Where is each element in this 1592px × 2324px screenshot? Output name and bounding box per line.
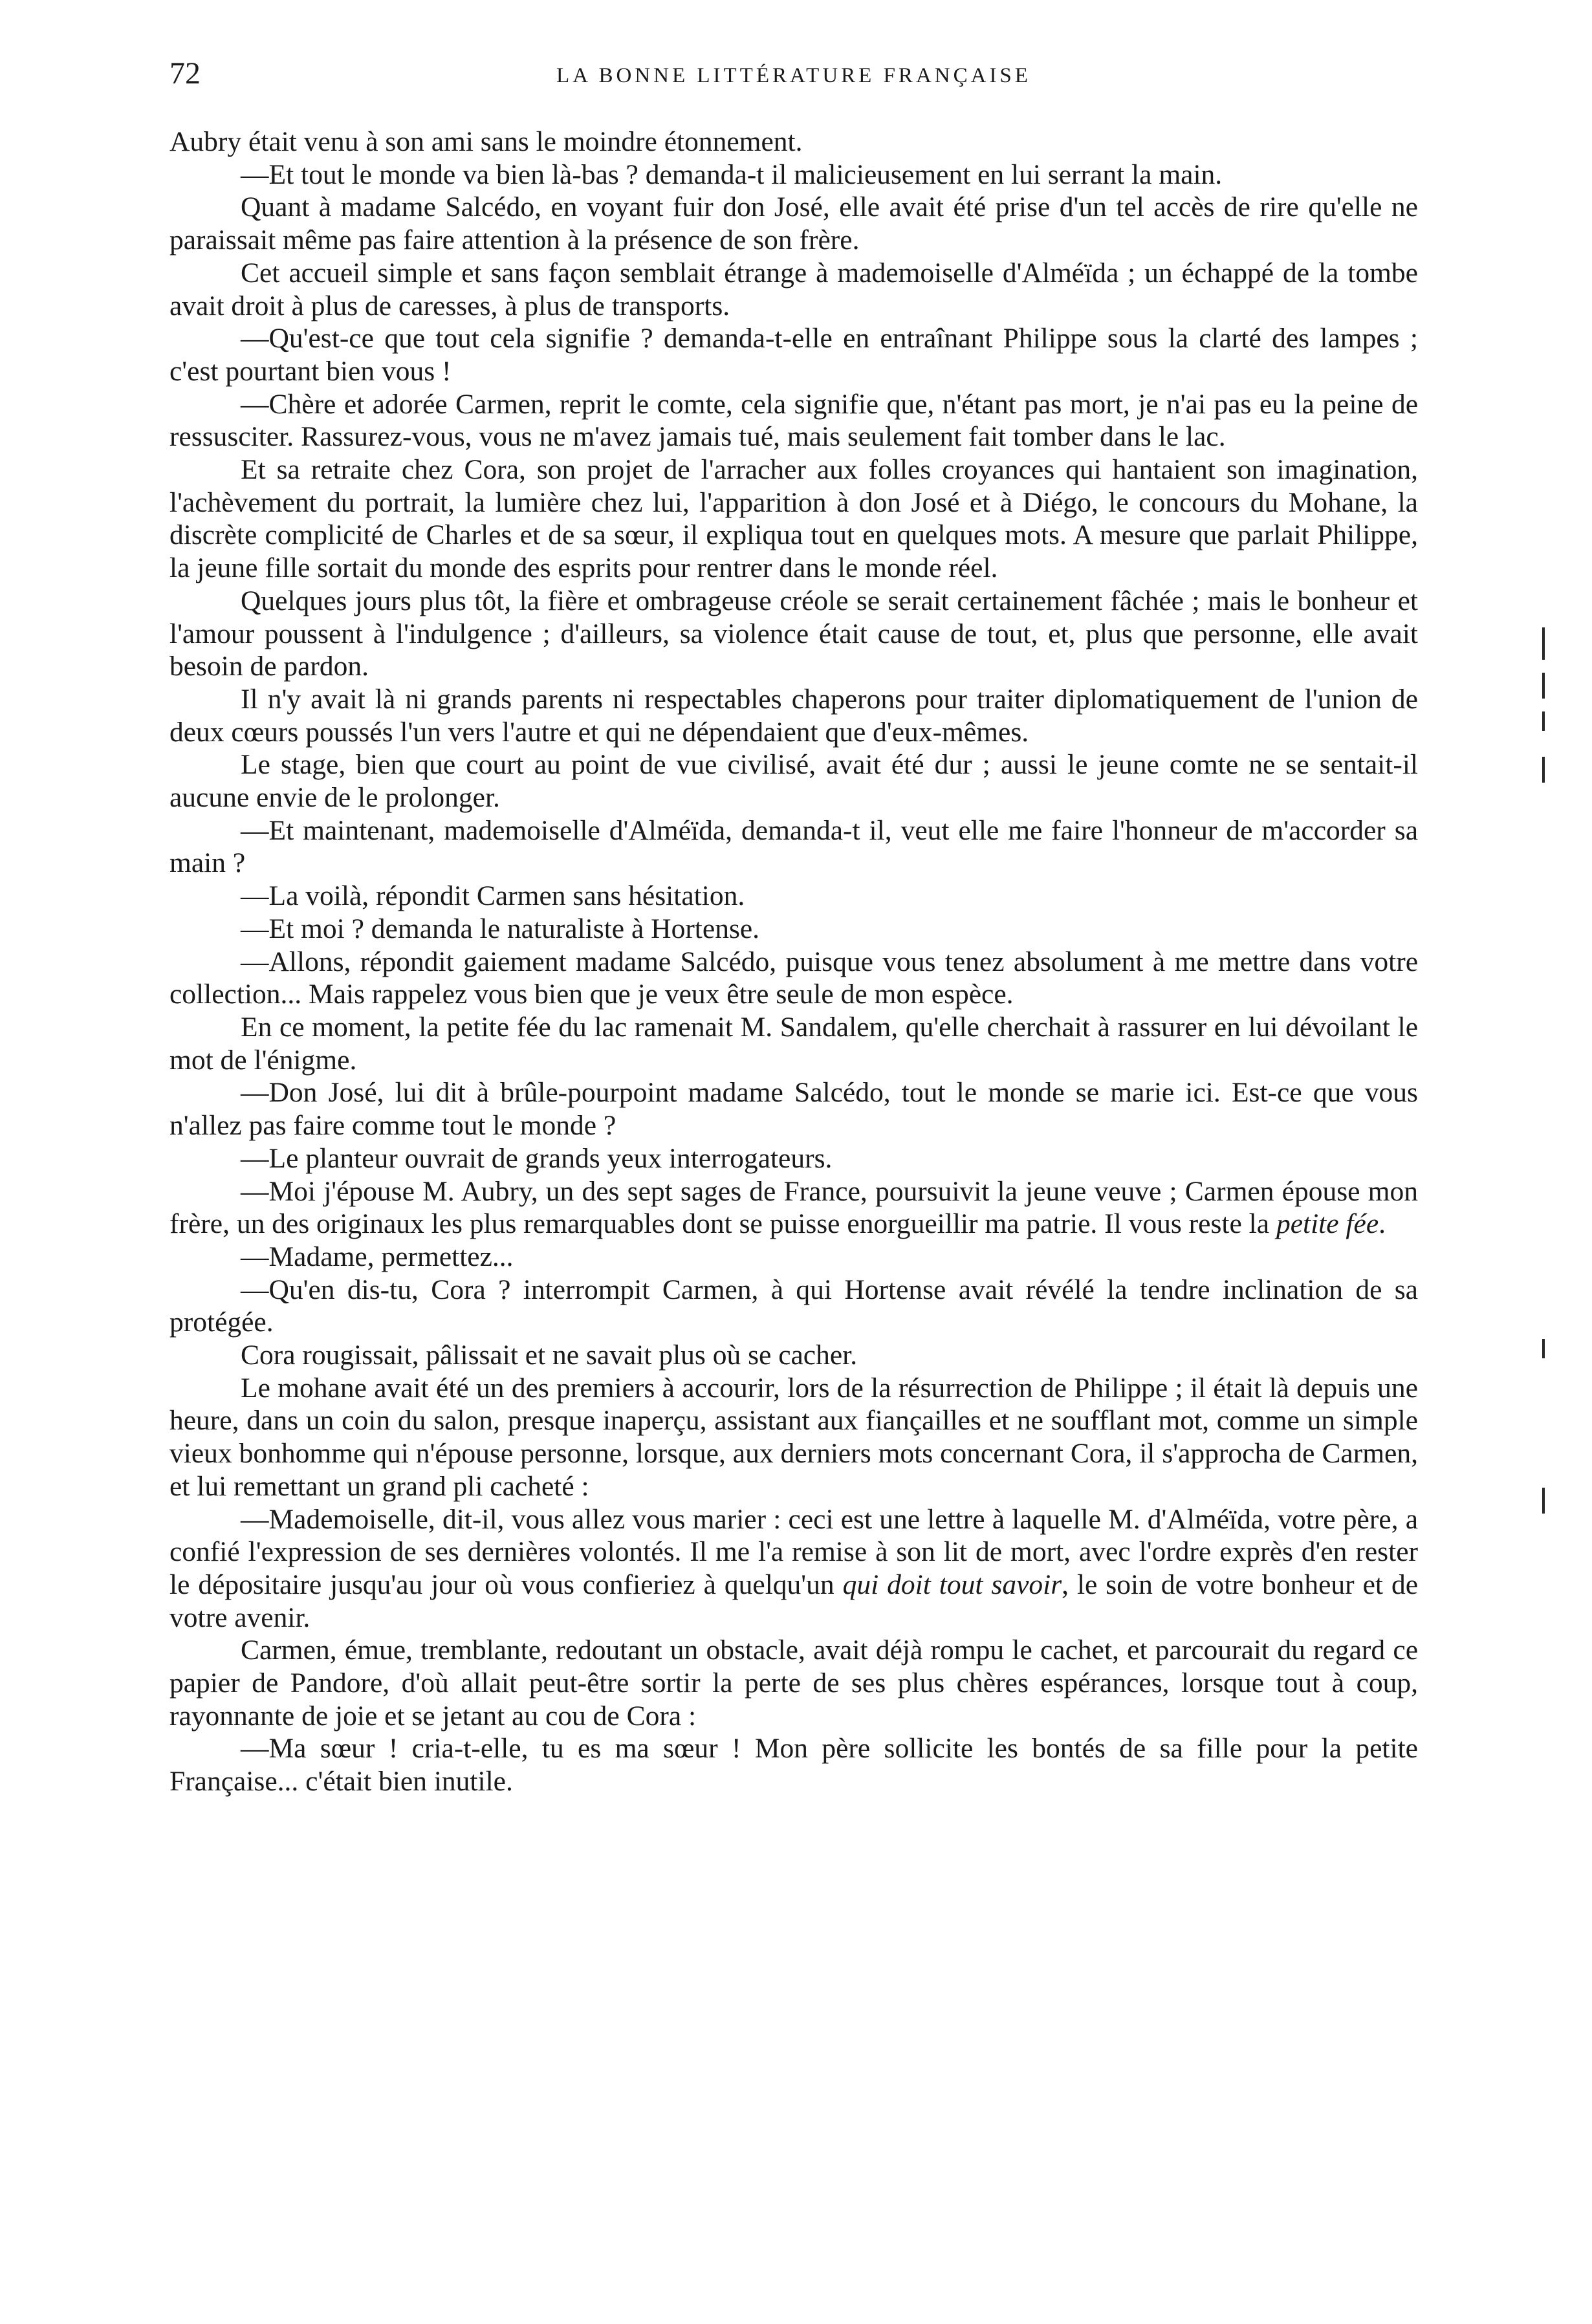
paragraph: —Don José, lui dit à brûle-pourpoint madame Salcédo, tout le monde se marie ici. Est-ce que vous n'allez pas faire comme tout le monde ? [169,1077,1418,1142]
running-head: LA BONNE LITTÉRATURE FRANÇAISE [556,64,1031,87]
paragraph: —Et moi ? demanda le naturaliste à Hortense. [241,913,760,944]
paragraph: —Le planteur ouvrait de grands yeux interrogateurs. [241,1142,833,1174]
paragraph: —Allons, répondit gaiement madame Salcédo, puisque vous tenez absolument à me mettre dans votre collection... Mais rappelez vous bien que je veux être seule de mon espèce. [169,946,1418,1010]
text-run: . [1379,1208,1386,1240]
paragraph: Le stage, bien que court au point de vue civilisé, avait été dur ; aussi le jeune comte ne se sentait-il aucune envie de le prolonger. [169,749,1418,814]
paragraph: Le mohane avait été un des premiers à accourir, lors de la résurrection de Philippe ; il était là depuis une heure, dans un coin du salon, presque inaperçu, assistant aux fiançailles et ne soufflant mot, comme un simple vieux bonhomme qui n'épouse personne, lorsque, aux derniers mots concernant Cora, il s'approcha de Carmen, et lui remettant un grand pli cacheté : [169,1372,1418,1502]
page-header [169,52,1418,103]
paragraph: Cora rougissait, pâlissait et ne savait plus où se cacher. [241,1340,858,1371]
paragraph: Quelques jours plus tôt, la fière et ombrageuse créole se serait certainement fâchée ; mais le bonheur et l'amour poussent à l'indulgence ; d'ailleurs, sa violence était cause de tout, et, plus que personne, elle avait besoin de pardon. [169,585,1418,682]
paragraph: —Chère et adorée Carmen, reprit le comte, cela signifie que, n'étant pas mort, je n'ai pas eu la peine de ressusciter. Rassurez-vous, vous ne m'avez jamais tué, mais seulement fait tomber dans le lac. [169,388,1418,453]
paragraph: Et sa retraite chez Cora, son projet de l'arracher aux folles croyances qui hantaient son imagination, l'achèvement du portrait, la lumière chez lui, l'apparition à don José et à Diégo, le concours du Mohane, la discrète complicité de Charles et de sa sœur, il expliqua tout en quelques mots. A mesure que parlait Philippe, la jeune fille sortait du monde des esprits pour rentrer dans le monde réel. [169,454,1418,584]
margin-mark [1542,627,1545,660]
margin-mark [1542,711,1545,731]
paragraph: Aubry était venu à son ami sans le moindre étonnement. [169,126,803,157]
paragraph: Quant à madame Salcédo, en voyant fuir don José, elle avait été prise d'un tel accès de rire qu'elle ne paraissait même pas faire attention à la présence de son frère. [169,191,1418,256]
margin-mark [1542,1339,1545,1358]
margin-mark [1542,1488,1545,1514]
text-run: —Moi j'épouse M. Aubry, un des sept sages de France, poursuivit la jeune veuve ; Carmen épouse mon frère, un des originaux les plus remarquables dont se puisse enorgueillir ma patrie. Il vous reste la [169,1175,1418,1240]
paragraph: —Qu'est-ce que tout cela signifie ? demanda-t-elle en entraînant Philippe sous la clarté des lampes ; c'est pourtant bien vous ! [169,323,1418,387]
paragraph: En ce moment, la petite fée du lac ramenait M. Sandalem, qu'elle cherchait à rassurer en lui dévoilant le mot de l'énigme. [169,1011,1418,1076]
italic-text: qui doit tout savoir [842,1569,1062,1600]
paragraph: Cet accueil simple et sans façon semblait étrange à mademoiselle d'Alméïda ; un échappé de la tombe avait droit à plus de caresses, à plus de transports. [169,257,1418,321]
paragraph: —Et maintenant, mademoiselle d'Alméïda, demanda-t il, veut elle me faire l'honneur de m'accorder sa main ? [169,814,1418,879]
margin-mark [1542,757,1545,783]
paragraph [169,1503,1418,1634]
body-text [169,125,1418,1798]
margin-marks [1533,627,1559,1533]
paragraph: —Madame, permettez... [241,1241,514,1272]
paragraph: Il n'y avait là ni grands parents ni respectables chaperons pour traiter diplomatiquement de l'union de deux cœurs poussés l'un vers l'autre et qui ne dépendaient que d'eux-mêmes. [169,683,1418,748]
margin-mark [1542,673,1545,699]
paragraph: —Qu'en dis-tu, Cora ? interrompit Carmen, à qui Hortense avait révélé la tendre inclination de sa protégée. [169,1274,1418,1338]
paragraph [169,1175,1418,1241]
paragraph: Carmen, émue, tremblante, redoutant un obstacle, avait déjà rompu le cachet, et parcourait du regard ce papier de Pandore, d'où allait peut-être sortir la perte de ses plus chères espérances, lorsque tout à coup, rayonnante de joie et se jetant au cou de Cora : [169,1634,1418,1732]
text-run: —Mademoiselle, dit-il, vous allez vous marier : ceci est une lettre à laquelle M. d'Alméïda, votre père, a confié l'expression de ses dernières volontés. Il me l'a remise à son lit de mort, avec l'ordre exprès d'en rester le dépositaire jusqu'au jour où vous confieriez à quelqu'un [169,1503,1418,1600]
page-number: 72 [169,56,201,91]
italic-text: petite fée [1276,1208,1379,1240]
paragraph: —La voilà, répondit Carmen sans hésitation. [241,880,745,912]
paragraph: —Ma sœur ! cria-t-elle, tu es ma sœur ! Mon père sollicite les bontés de sa fille pour la petite Française... c'était bien inutile. [169,1733,1418,1797]
text-run: , le soin de votre bonheur et de votre avenir. [169,1569,1418,1633]
paragraph: —Et tout le monde va bien là-bas ? demanda-t il malicieusement en lui serrant la main. [241,158,1223,190]
